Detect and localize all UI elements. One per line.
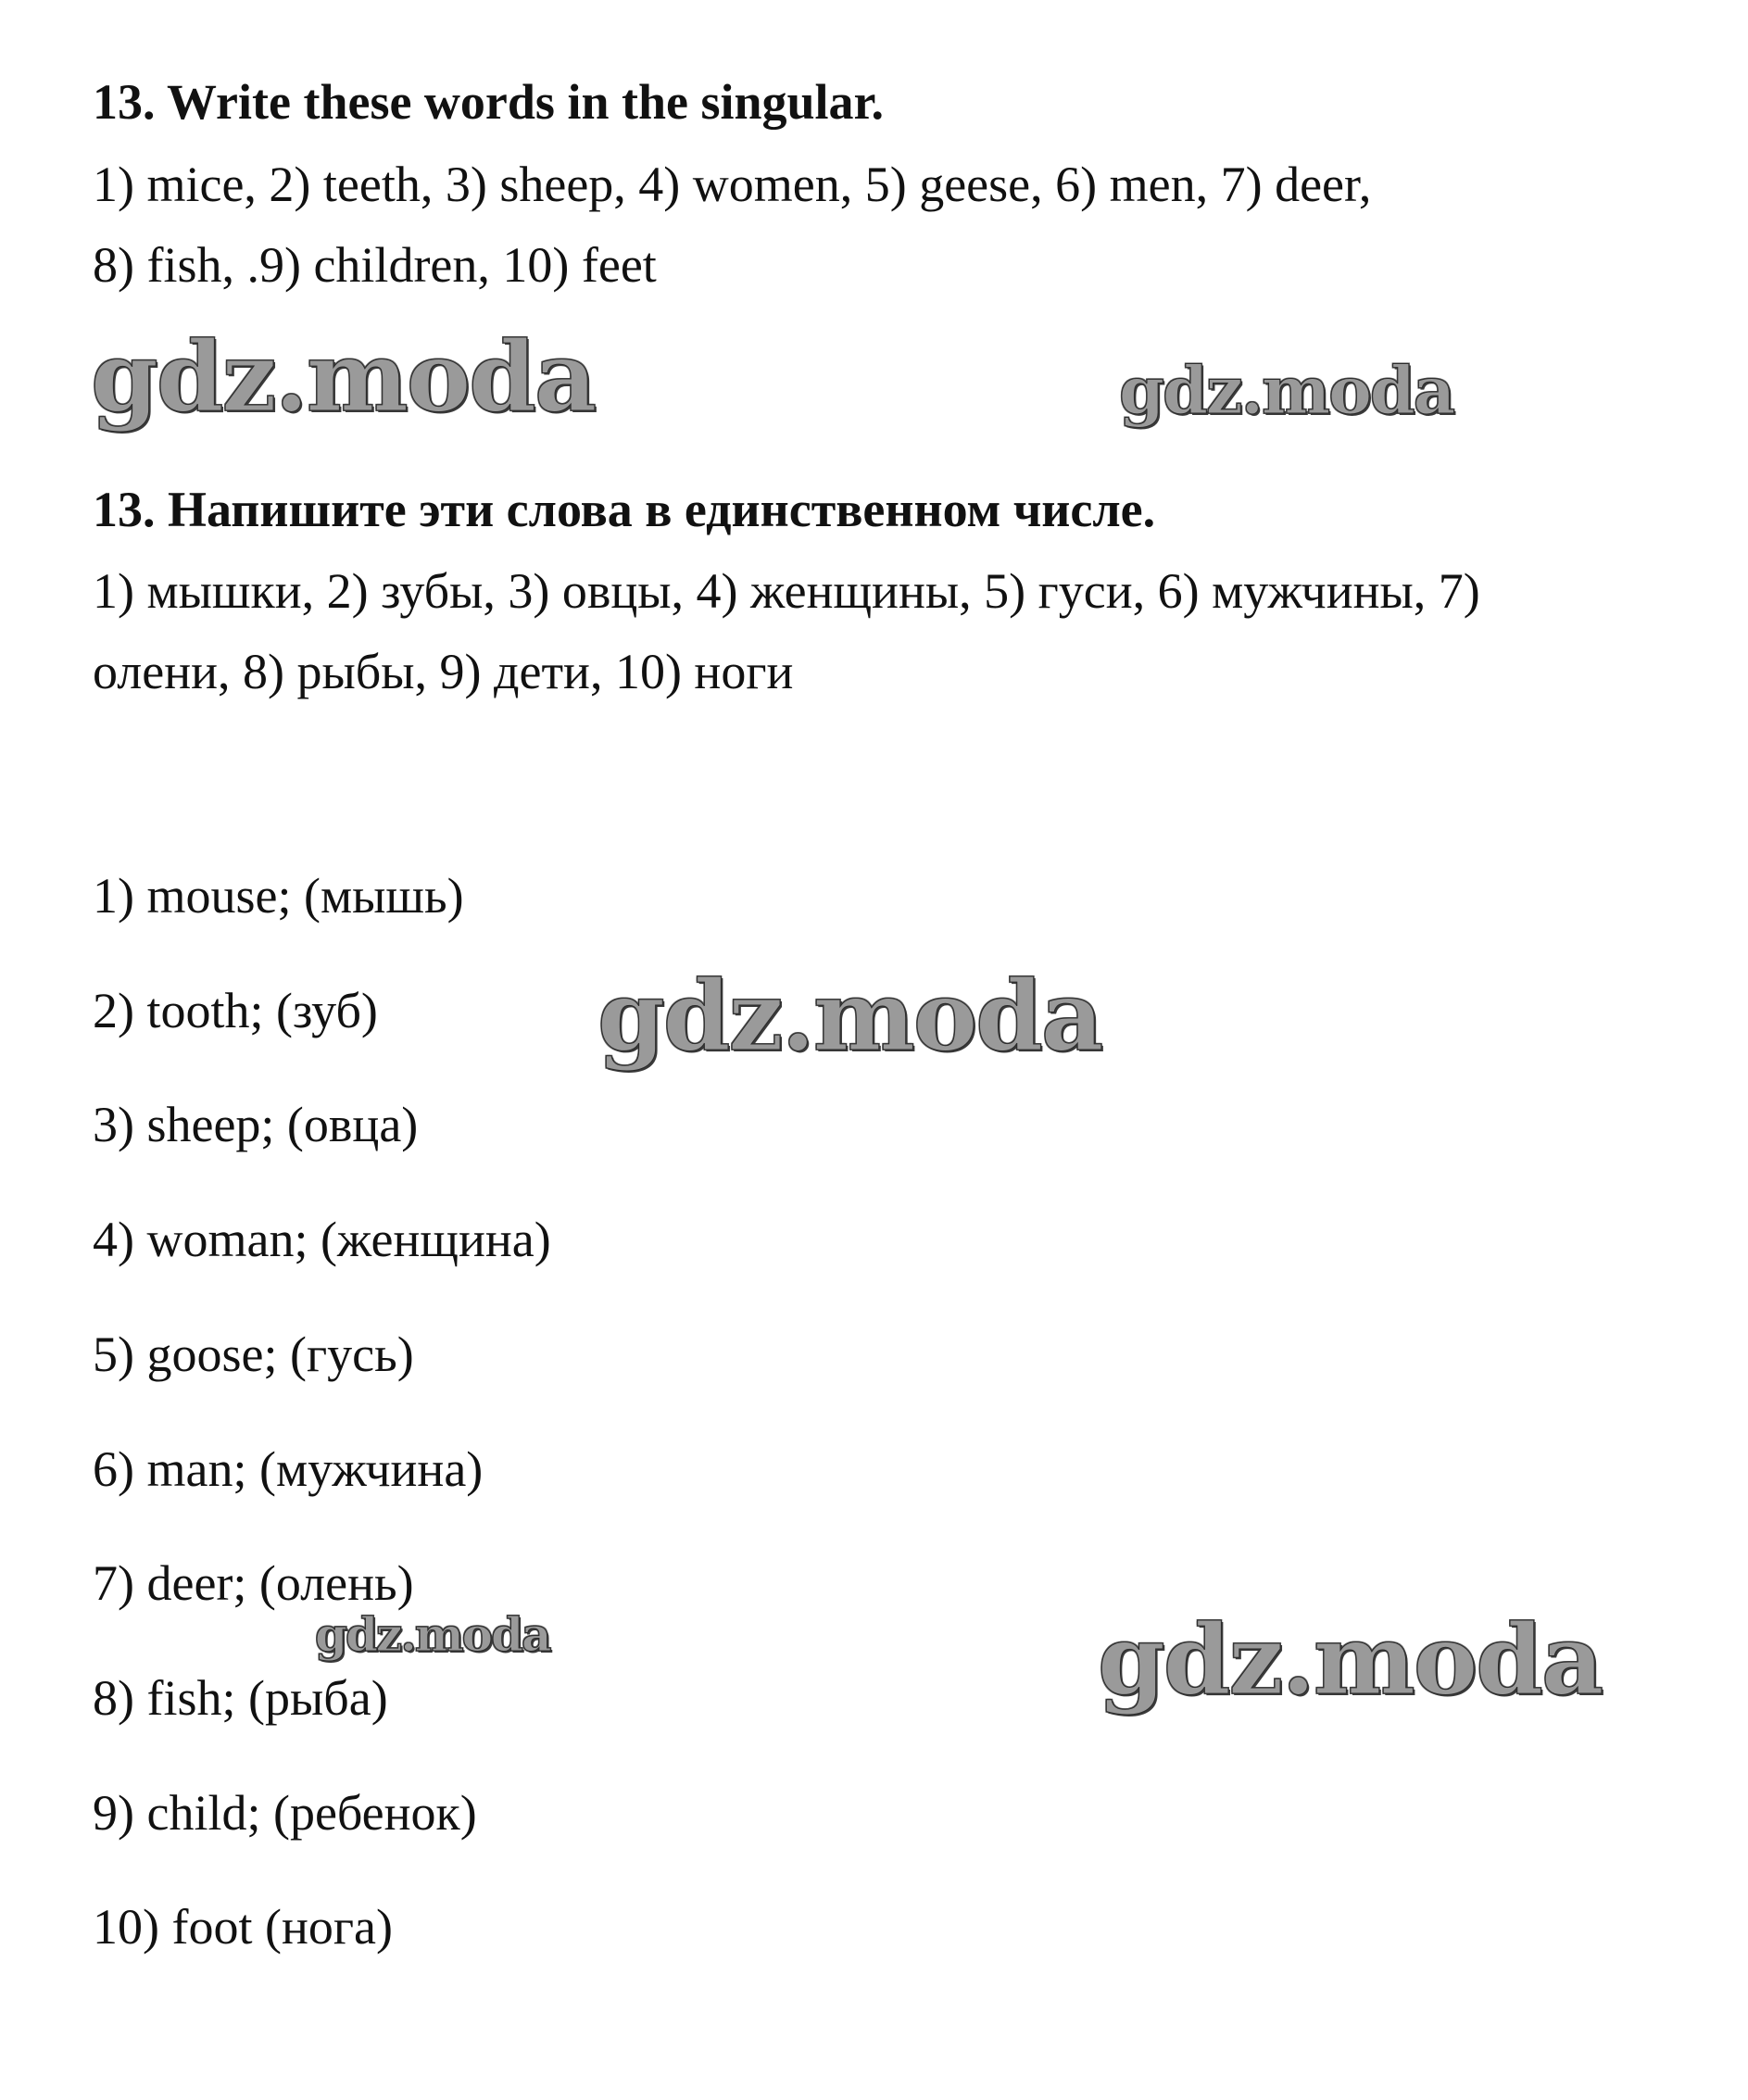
- task-words-russian-line-2: олени, 8) рыбы, 9) дети, 10) ноги: [93, 644, 794, 699]
- answer-item: 7) deer; (олень): [93, 1555, 414, 1611]
- answer-item: 1) mouse; (мышь): [93, 868, 464, 924]
- answer-item: 4) woman; (женщина): [93, 1212, 551, 1267]
- answer-item: 9) child; (ребенок): [93, 1785, 477, 1841]
- watermark-logo: gdz.moda: [315, 1607, 550, 1662]
- task-words-english-line-1: 1) mice, 2) teeth, 3) sheep, 4) women, 5) geese, 6) men, 7) deer,: [93, 157, 1372, 212]
- answer-item: 10) foot (нога): [93, 1899, 393, 1955]
- task-words-russian-line-1: 1) мышки, 2) зубы, 3) овцы, 4) женщины, 5) гуси, 6) мужчины, 7): [93, 563, 1480, 619]
- answer-item: 2) tooth; (зуб): [93, 983, 378, 1038]
- task-words-english-line-2: 8) fish, .9) children, 10) feet: [93, 237, 657, 293]
- watermark-logo: gdz.moda: [1098, 1603, 1603, 1716]
- watermark-logo: gdz.moda: [1119, 352, 1454, 429]
- watermark-logo: gdz.moda: [91, 320, 596, 434]
- task-heading-russian: 13. Напишите эти слова в единственном числе.: [93, 482, 1156, 537]
- watermark-logo: gdz.moda: [597, 959, 1102, 1073]
- answer-item: 8) fish; (рыба): [93, 1670, 388, 1726]
- answer-item: 3) sheep; (овца): [93, 1097, 419, 1152]
- answer-item: 5) goose; (гусь): [93, 1327, 414, 1382]
- task-heading-english: 13. Write these words in the singular.: [93, 74, 885, 130]
- answer-item: 6) man; (мужчина): [93, 1441, 484, 1497]
